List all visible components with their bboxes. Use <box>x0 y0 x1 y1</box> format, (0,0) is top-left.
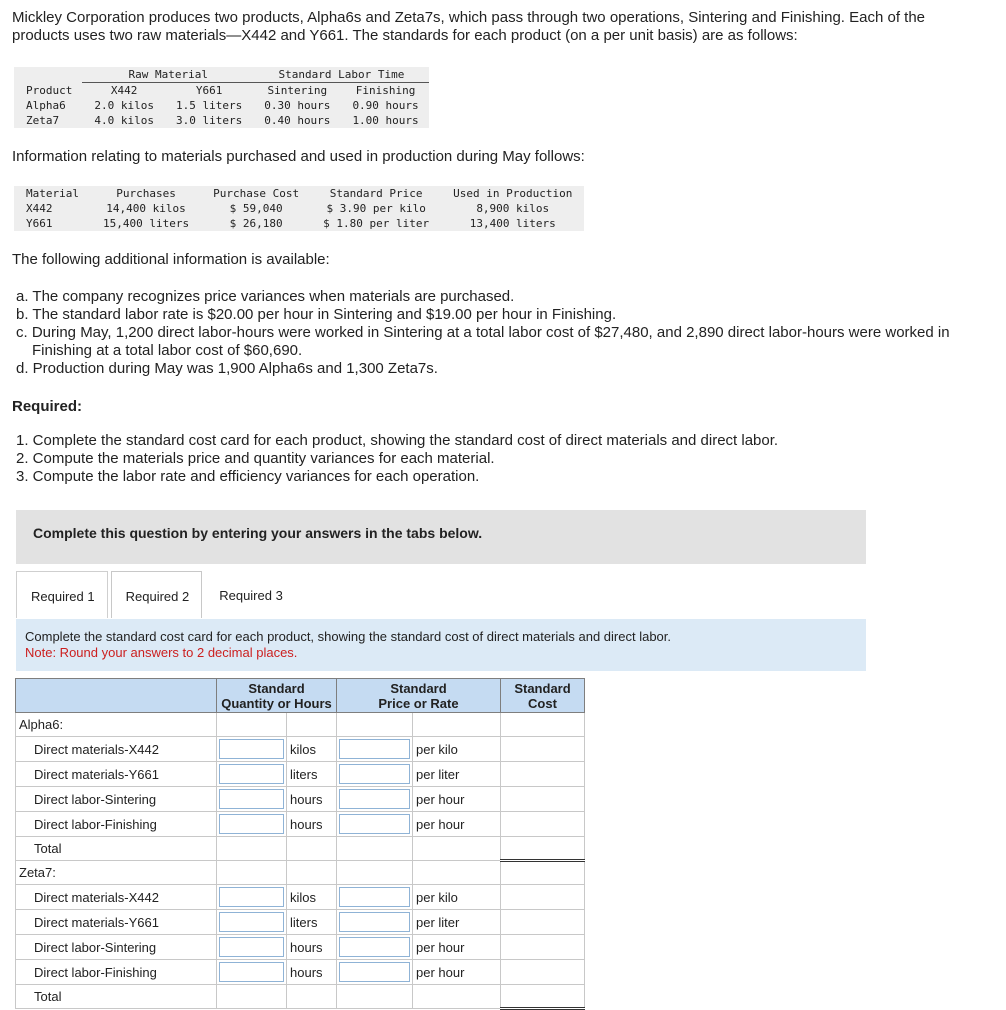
table-row <box>16 837 585 861</box>
list-item: c. During May, 1,200 direct labor-hours were worked in Sintering at a total labor cost of $27,480, and 2,890 direct labor-hours were worked in Finishing at a total labor cost of $60,690. <box>16 324 950 359</box>
zeta7-y661-qty-input[interactable] <box>219 912 284 932</box>
tab-bar <box>16 571 298 618</box>
standards-table <box>14 67 429 128</box>
materials-info-text: Information relating to materials purchased and used in production during May follows: <box>12 148 585 165</box>
sintering-col-header: Sintering <box>267 84 328 97</box>
used-col-header: Used in Production <box>453 187 573 200</box>
alpha6-y661-cost <box>501 762 585 787</box>
alpha6-total-label: Total <box>16 837 217 861</box>
list-item: d. Production during May was 1,900 Alpha6s and 1,300 Zeta7s. <box>16 360 438 377</box>
cost-col-header: Standard Cost <box>501 679 585 713</box>
purchases-col-header: Purchases <box>116 187 176 200</box>
standards-row: Zeta7 4.0 kilos 3.0 liters 0.40 hours 1.00 hours <box>26 114 419 127</box>
problem-intro: Mickley Corporation produces two products, Alpha6s and Zeta7s, which pass through two operations, Sintering and Finishing. Each of the products uses two raw materials—X442 and Y661. The standards for each product (on a per unit basis) are as follows: <box>12 9 926 44</box>
qty-col-header: Standard Quantity or Hours <box>217 679 337 713</box>
zeta7-finishing-cost <box>501 960 585 985</box>
table-row: Direct labor-Sintering hours per hour <box>16 787 585 812</box>
zeta7-sintering-rate-input[interactable] <box>339 937 410 957</box>
product-col-header: Product <box>26 83 73 97</box>
alpha6-finishing-cost <box>501 812 585 837</box>
zeta7-x442-cost <box>501 885 585 910</box>
material-col-header: Material <box>26 187 79 200</box>
table-row: Direct labor-Finishing hours per hour <box>16 812 585 837</box>
alpha6-sintering-rate-input[interactable] <box>339 789 410 809</box>
raw-material-header: Raw Material <box>82 67 252 83</box>
labor-time-header: Standard Labor Time <box>252 67 428 83</box>
zeta7-y661-cost <box>501 910 585 935</box>
zeta7-x442-price-input[interactable] <box>339 887 410 907</box>
alpha6-total-cost <box>501 837 585 861</box>
section-label-alpha6: Alpha6: <box>16 713 217 737</box>
table-row: Direct labor-Sintering hours per hour <box>16 935 585 960</box>
x442-col-header: X442 <box>110 84 138 97</box>
alpha6-y661-qty-input[interactable] <box>219 764 284 784</box>
tab-required-2[interactable]: Required 2 <box>111 571 203 618</box>
standard-price-col-header: Standard Price <box>329 187 423 200</box>
list-item: a. The company recognizes price variances when materials are purchased. <box>16 288 515 305</box>
tab-instructions <box>16 619 866 671</box>
finishing-col-header: Finishing <box>355 84 416 97</box>
y661-col-header: Y661 <box>195 84 223 97</box>
zeta7-sintering-cost <box>501 935 585 960</box>
table-row: Direct labor-Finishing hours per hour <box>16 960 585 985</box>
alpha6-sintering-qty-input[interactable] <box>219 789 284 809</box>
alpha6-y661-price-input[interactable] <box>339 764 410 784</box>
table-row: Direct materials-X442 kilos per kilo <box>16 737 585 762</box>
additional-info-text: The following additional information is available: <box>12 251 330 268</box>
price-col-header: Standard Price or Rate <box>337 679 501 713</box>
list-item: 1. Complete the standard cost card for each product, showing the standard cost of direct materials and direct labor. <box>16 432 779 449</box>
alpha6-x442-qty-input[interactable] <box>219 739 284 759</box>
rounding-note: Note: Round your answers to 2 decimal places. <box>25 645 298 660</box>
standards-row: Alpha6 2.0 kilos 1.5 liters 0.30 hours 0.90 hours <box>26 99 419 112</box>
alpha6-x442-cost <box>501 737 585 762</box>
materials-table <box>14 186 584 231</box>
zeta7-sintering-qty-input[interactable] <box>219 937 284 957</box>
materials-row: X442 14,400 kilos $ 59,040 $ 3.90 per kilo 8,900 kilos <box>26 202 550 215</box>
alpha6-x442-price-input[interactable] <box>339 739 410 759</box>
purchase-cost-col-header: Purchase Cost <box>213 187 300 200</box>
materials-row: Y661 15,400 liters $ 26,180 $ 1.80 per liter 13,400 liters <box>26 217 556 230</box>
alpha6-finishing-qty-input[interactable] <box>219 814 284 834</box>
section-label-zeta7: Zeta7: <box>16 861 217 885</box>
tab-required-1[interactable]: Required 1 <box>16 571 108 618</box>
required-list <box>16 432 956 486</box>
table-row: Direct materials-X442 kilos per kilo <box>16 885 585 910</box>
required-heading: Required: <box>12 398 83 415</box>
zeta7-x442-qty-input[interactable] <box>219 887 284 907</box>
table-row: Direct materials-Y661 liters per liter <box>16 762 585 787</box>
zeta7-total-cost <box>501 985 585 1009</box>
zeta7-finishing-rate-input[interactable] <box>339 962 410 982</box>
alpha6-finishing-rate-input[interactable] <box>339 814 410 834</box>
instruction-banner: Complete this question by entering your answers in the tabs below. <box>16 510 866 564</box>
list-item: 2. Compute the materials price and quantity variances for each material. <box>16 450 495 467</box>
table-row <box>16 985 585 1009</box>
list-item: b. The standard labor rate is $20.00 per hour in Sintering and $19.00 per hour in Finishing. <box>16 306 617 323</box>
tab-required-3[interactable]: Required 3 <box>205 571 295 618</box>
standard-cost-card <box>15 678 585 1010</box>
list-item: 3. Compute the labor rate and efficiency variances for each operation. <box>16 468 480 485</box>
alpha6-sintering-cost <box>501 787 585 812</box>
zeta7-total-label: Total <box>16 985 217 1009</box>
table-row: Direct materials-Y661 liters per liter <box>16 910 585 935</box>
instructions-text: Complete the standard cost card for each product, showing the standard cost of direct materials and direct labor. <box>25 629 672 644</box>
additional-info-list <box>16 288 956 378</box>
zeta7-y661-price-input[interactable] <box>339 912 410 932</box>
zeta7-finishing-qty-input[interactable] <box>219 962 284 982</box>
